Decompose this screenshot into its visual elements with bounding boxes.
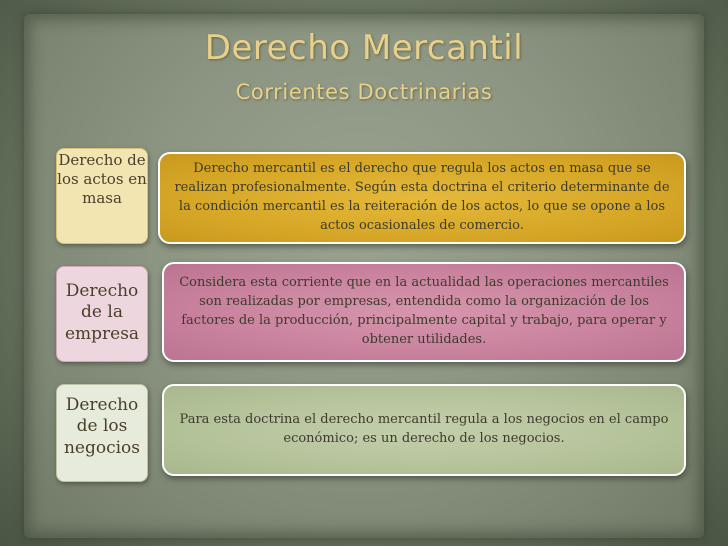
row-label-empresa: Derecho de la empresa <box>56 266 148 362</box>
row-label-negocios: Derecho de los negocios <box>56 384 148 482</box>
row-text: Derecho mercantil es el derecho que regula los actos en masa que se realizan profesionalmente. Según esta doctrina el criterio determinante de la condición mercantil es la reiteración de los actos, lo que se opone a los actos ocasionales de comercio. <box>174 161 670 233</box>
row-label-actos-en-masa: Derecho de los actos en masa <box>56 148 148 244</box>
row-text-actos-en-masa <box>158 152 686 244</box>
row-text-empresa <box>162 262 686 362</box>
row-text-negocios <box>162 384 686 476</box>
slide-title: Derecho Mercantil <box>204 28 524 68</box>
slide-subtitle: Corrientes Doctrinarias <box>235 80 493 104</box>
row-text: Para esta doctrina el derecho mercantil regula a los negocios en el campo económico; es un derecho de los negocios. <box>179 412 669 446</box>
row-text: Considera esta corriente que en la actualidad las operaciones mercantiles son realizadas por empresas, entendida como la organización de los factores de la producción, principalmente capital y trabajo, para operar y obtener utilidades. <box>179 275 669 347</box>
